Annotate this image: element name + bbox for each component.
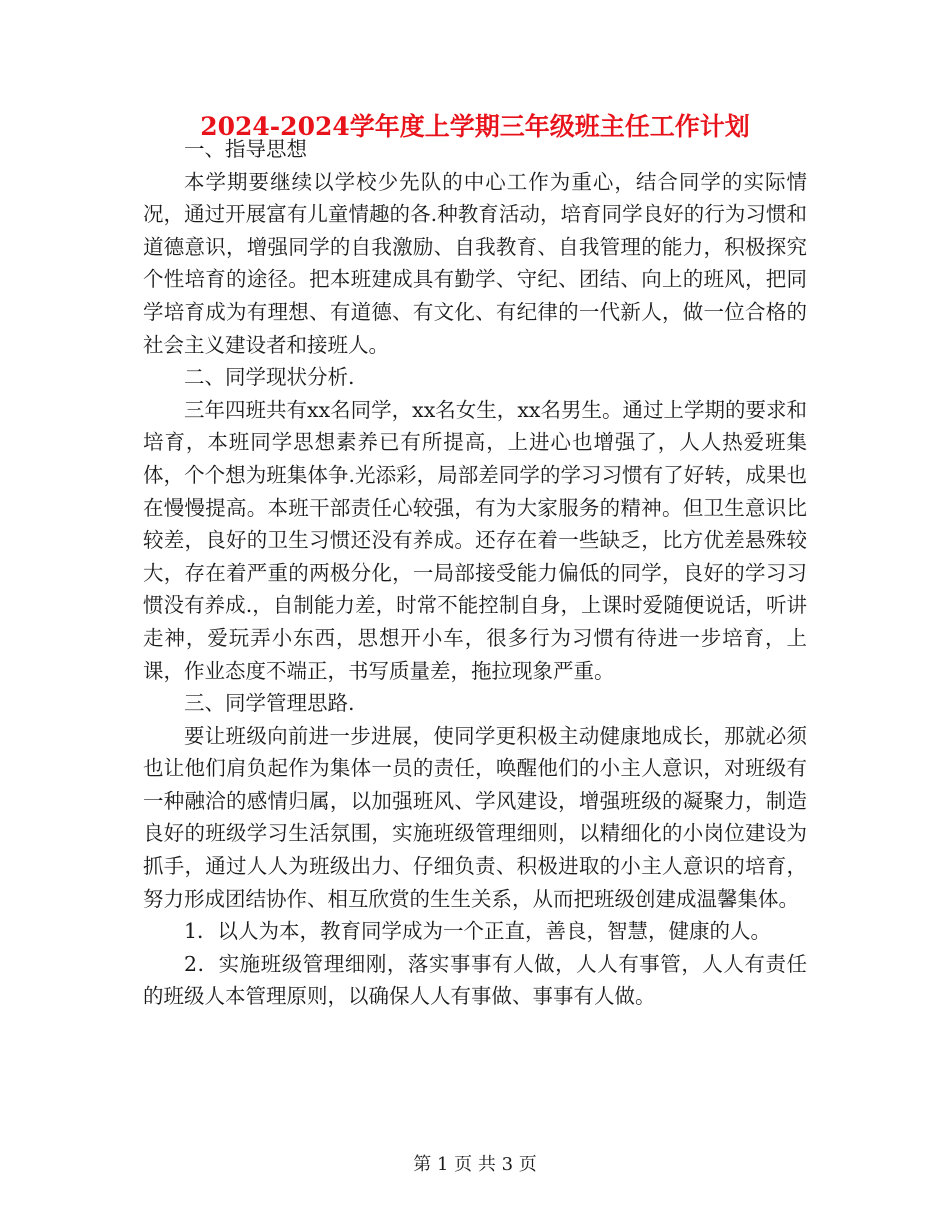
- heading-student-status: 二、同学现状分析.: [184, 365, 355, 390]
- heading-management-ideas: 三、同学管理思路.: [184, 691, 355, 716]
- paragraph-guiding-ideology: 本学期要继续以学校少先队的中心工作为重心，结合同学的实际情况，通过开展富有儿童情趣的各.种教育活动，培育同学良好的行为习惯和道德意识，增强同学的自我激励、自我教育、自我管理的能力，积极探究个性培育的途径。把本班建成具有勤学、守纪、团结、向上的班风，把同学培育成为有理想、有道德、有文化、有纪律的一代新人，做一位合格的社会主义建设者和接班人。: [143, 169, 807, 357]
- page-footer: 第 1 页 共 3 页: [413, 1154, 537, 1175]
- heading-guiding-ideology: 一、指导思想: [184, 137, 307, 161]
- paragraph-management-ideas: 要让班级向前进一步进展，使同学更积极主动健康地成长，那就必须也让他们肩负起作为集体一员的责任，唤醒他们的小主人意识，对班级有一种融洽的感情归属，以加强班风、学风建设，增强班级的凝聚力，制造良好的班级学习生活氛围，实施班级管理细则，以精细化的小岗位建设为抓手，通过人人为班级出力、仔细负责、积极进取的小主人意识的培育，努力形成团结协作、相互欣赏的生生关系，从而把班级创建成温馨集体。: [143, 723, 807, 911]
- paragraph-student-status: 三年四班共有xx名同学，xx名女生，xx名男生。通过上学期的要求和培育，本班同学思想素养已有所提高，上进心也增强了，人人热爱班集体，个个想为班集体争.光添彩，局部差同学的学习习惯有了好转，成果也在慢慢提高。本班干部责任心较强，有为大家服务的精神。但卫生意识比较差，良好的卫生习惯还没有养成。还存在着一些缺乏，比方优差悬殊较大，存在着严重的两极分化，一局部接受能力偏低的同学，良好的学习习惯没有养成.，自制能力差，时常不能控制自身，上课时爱随便说话，听讲走神，爱玩弄小东西，思想开小车，很多行为习惯有待进一步培育，上课，作业态度不端正，书写质量差，拖拉现象严重。: [143, 397, 807, 683]
- list-item-1: 1．以人为本，教育同学成为一个正直，善良，智慧，健康的人。: [184, 919, 772, 944]
- list-item-2: 2．实施班级管理细刚，落实事事有人做，人人有事管，人人有责任的班级人本管理原则，以确保人人有事做、事事有人做。: [143, 951, 807, 1009]
- document-body: [143, 133, 807, 1013]
- document-title: 2024-2024学年度上学期三年级班主任工作计划: [200, 112, 750, 141]
